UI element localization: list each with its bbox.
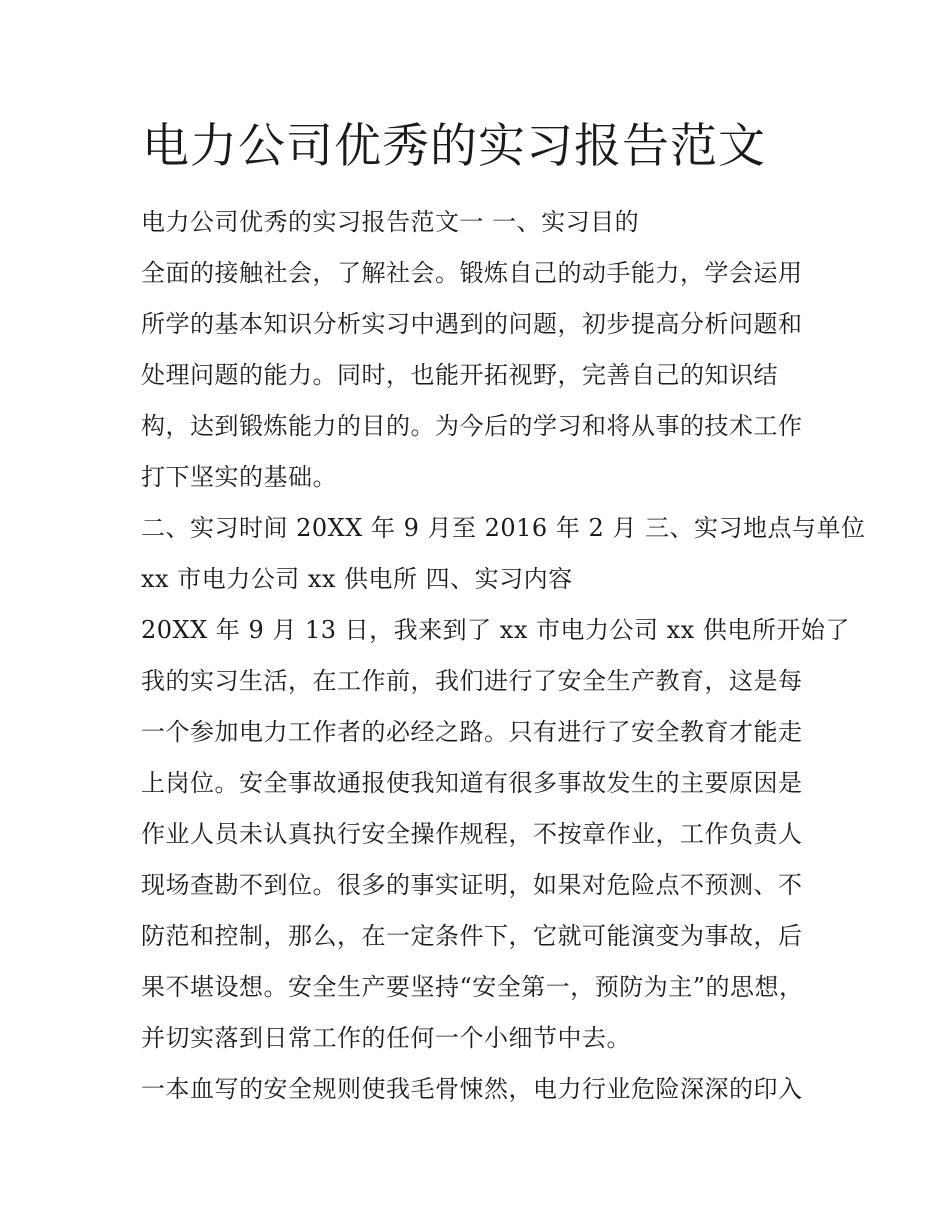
text-line: 处理问题的能力。同时，也能开拓视野，完善自己的知识结 [141, 361, 778, 389]
text-line: 我的实习生活，在工作前，我们进行了安全生产教育，这是每 [141, 667, 803, 695]
text-line: 20XX 年 9 月 13 日，我来到了 xx 市电力公司 xx 供电所开始了 [141, 616, 850, 644]
text-line: xx 市电力公司 xx 供电所 四、实习内容 [141, 565, 573, 593]
text-line: 电力公司优秀的实习报告范文一 一、实习目的 [141, 208, 640, 236]
text-line: 防范和控制，那么，在一定条件下，它就可能演变为事故，后 [141, 922, 803, 950]
text-line: 一本血写的安全规则使我毛骨悚然，电力行业危险深深的印入 [141, 1075, 803, 1103]
text-line: 并切实落到日常工作的任何一个小细节中去。 [141, 1024, 631, 1052]
text-line: 作业人员未认真执行安全操作规程，不按章作业，工作负责人 [141, 820, 803, 848]
text-line: 全面的接触社会，了解社会。锻炼自己的动手能力，学会运用 [141, 259, 803, 287]
text-line: 所学的基本知识分析实习中遇到的问题，初步提高分析问题和 [141, 310, 803, 338]
text-line: 构，达到锻炼能力的目的。为今后的学习和将从事的技术工作 [141, 412, 803, 440]
text-line: 上岗位。安全事故通报使我知道有很多事故发生的主要原因是 [141, 769, 803, 797]
text-line: 打下坚实的基础。 [141, 463, 337, 491]
text-line: 一个参加电力工作者的必经之路。只有进行了安全教育才能走 [141, 718, 803, 746]
text-line: 果不堪设想。安全生产要坚持“安全第一，预防为主”的思想， [141, 973, 804, 1001]
text-line: 二、实习时间 20XX 年 9 月至 2016 年 2 月 三、实习地点与单位 [141, 514, 866, 542]
document-title: 电力公司优秀的实习报告范文 [142, 119, 766, 174]
text-line: 现场查勘不到位。很多的事实证明，如果对危险点不预测、不 [141, 871, 803, 899]
